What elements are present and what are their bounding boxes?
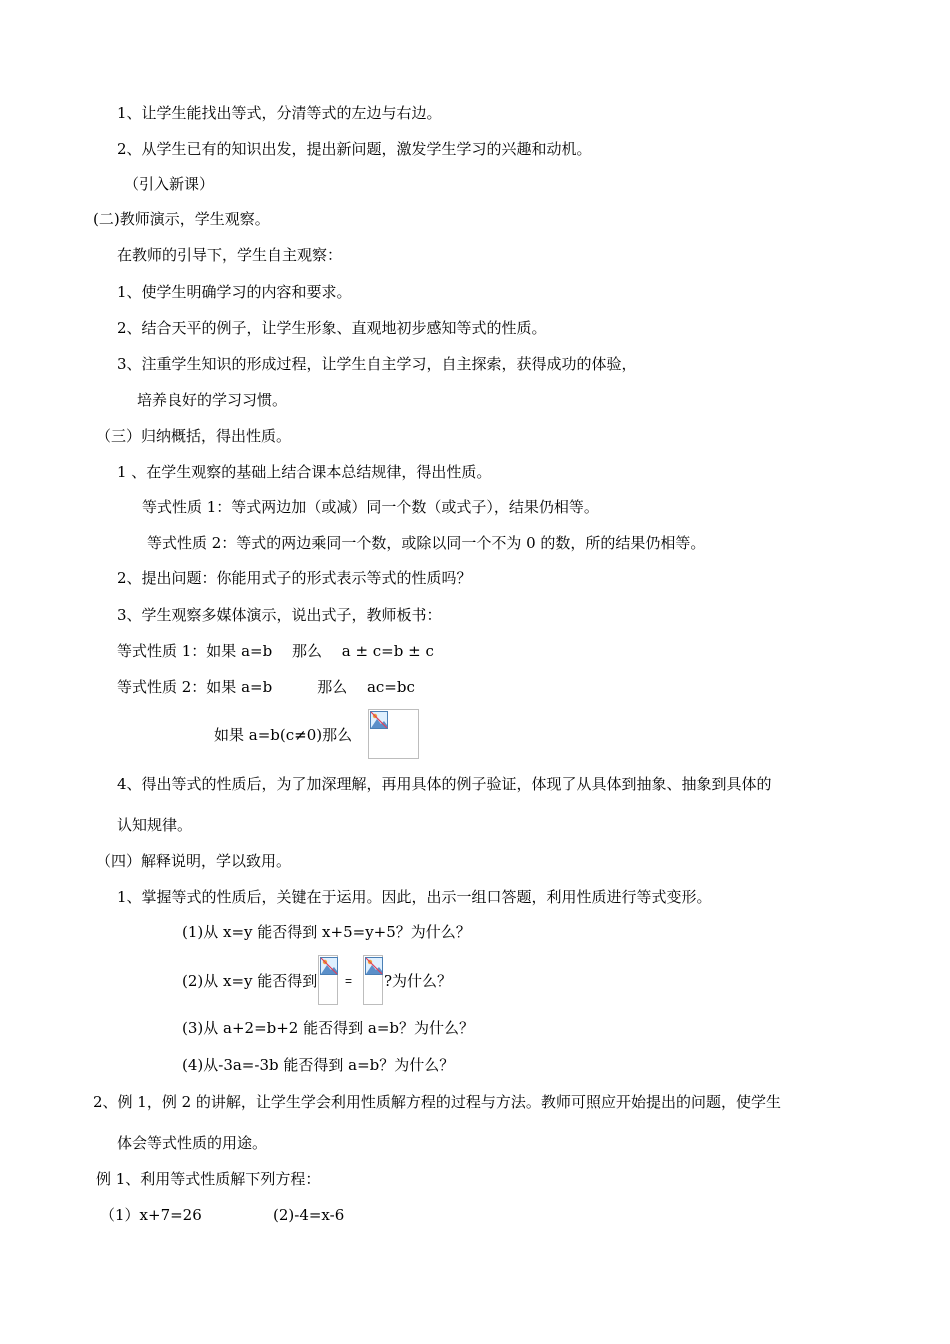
- formula-image: [318, 955, 338, 1005]
- formula-line: 等式性质 2：如果 a=b 那么 ac=bc: [117, 678, 415, 696]
- text-line: （引入新课）: [124, 175, 215, 193]
- text-line: 2、结合天平的例子，让学生形象、直观地初步感知等式的性质。: [117, 319, 547, 337]
- text-line: 2、提出问题：你能用式子的形式表示等式的性质吗？: [117, 569, 472, 587]
- question-3: (3)从 a+2=b+2 能否得到 a=b？为什么？: [182, 1019, 475, 1037]
- formula-image: [368, 709, 419, 759]
- image-placeholder-icon: [370, 711, 388, 729]
- equation-1: （1）x+7=26: [100, 1206, 202, 1224]
- formula-line: 如果 a=b(c≠0)那么: [214, 726, 353, 744]
- text-line: 4、得出等式的性质后，为了加深理解，再用具体的例子验证，体现了从具体到抽象、抽象到具体的: [117, 775, 772, 793]
- section-heading: （四）解释说明，学以致用。: [96, 852, 292, 870]
- text-line: 体会等式性质的用途。: [117, 1134, 268, 1152]
- text-line: 1 、在学生观察的基础上结合课本总结规律，得出性质。: [117, 463, 492, 481]
- formula-line: 等式性质 1：如果 a=b 那么 a ± c=b ± c: [117, 642, 434, 660]
- section-heading: （三）归纳概括，得出性质。: [96, 427, 292, 445]
- property-1: 等式性质 1：等式两边加（或减）同一个数（或式子），结果仍相等。: [142, 498, 599, 516]
- text-line: 培养良好的学习习惯。: [137, 391, 288, 409]
- question-1: (1)从 x=y 能否得到 x+5=y+5？为什么？: [182, 923, 471, 941]
- text-line: 2、例 1，例 2 的讲解，让学生学会利用性质解方程的过程与方法。教师可照应开始提出的问题，使学生: [93, 1093, 781, 1111]
- equation-2: (2)-4=x-6: [273, 1206, 345, 1224]
- equals-sign: =: [345, 974, 353, 988]
- formula-image: [363, 955, 383, 1005]
- property-2: 等式性质 2：等式的两边乘同一个数，或除以同一个不为 0 的数，所的结果仍相等。: [147, 534, 706, 552]
- text-line: 在教师的引导下，学生自主观察：: [117, 246, 343, 264]
- text-line: 1、使学生明确学习的内容和要求。: [117, 283, 352, 301]
- text-line: 1、掌握等式的性质后，关键在于运用。因此，出示一组口答题，利用性质进行等式变形。: [117, 888, 712, 906]
- example-heading: 例 1、利用等式性质解下列方程：: [96, 1170, 321, 1188]
- question-4: (4)从-3a=-3b 能否得到 a=b？为什么？: [182, 1056, 455, 1074]
- text-line: 3、注重学生知识的形成过程，让学生自主学习，自主探索，获得成功的体验，: [117, 355, 637, 373]
- question-2-tail: ?为什么？: [384, 972, 453, 990]
- section-heading: (二)教师演示，学生观察。: [93, 210, 270, 228]
- question-2: (2)从 x=y 能否得到: [182, 972, 318, 990]
- text-line: 认知规律。: [117, 816, 193, 834]
- text-line: 3、学生观察多媒体演示，说出式子，教师板书：: [117, 606, 442, 624]
- text-line: 2、从学生已有的知识出发，提出新问题，激发学生学习的兴趣和动机。: [117, 140, 592, 158]
- image-placeholder-icon: [365, 957, 383, 975]
- image-placeholder-icon: [320, 957, 338, 975]
- text-line: 1、让学生能找出等式，分清等式的左边与右边。: [117, 104, 442, 122]
